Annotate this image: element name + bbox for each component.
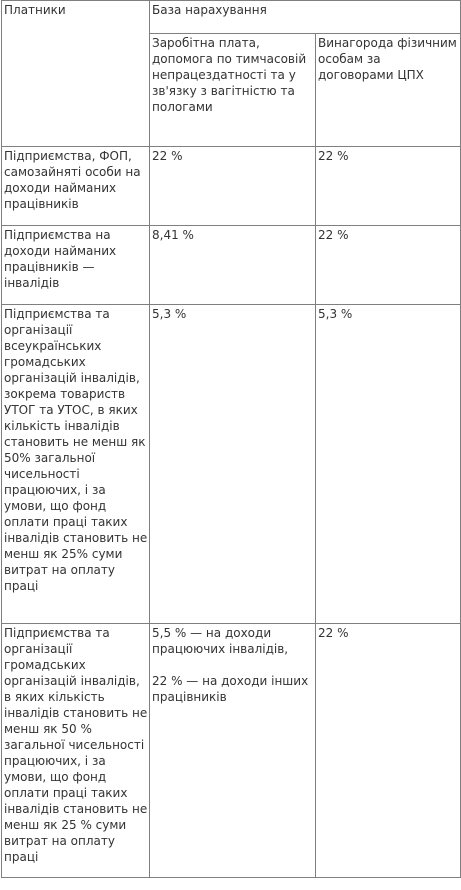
table-row [2, 226, 461, 305]
header-salary: Заробітна плата, допомога по тимчасовій непрацездатності та у зв'язку з вагітністю та пологами [150, 34, 316, 147]
row-contract-rate: 5,3 % [316, 305, 461, 624]
salary-rate-line-others: 22 % — на доходи інших працівників [152, 674, 309, 704]
contribution-rates-table [1, 0, 461, 878]
row-payer: Підприємства та організації громадських організацій інвалідів, в яких кількість інвалідів становить не менш як 50 % загальної чисельності працюючих, і за умови, що фонд оплати праці таких інвалідів становить не менш як 25 % суми витрат на оплату праці [2, 624, 150, 878]
table-row [2, 624, 461, 878]
paragraph-gap [152, 657, 314, 673]
row-salary-rate: 5,3 % [150, 305, 316, 624]
row-salary-rate: 8,41 % [150, 226, 316, 305]
header-base: База нарахування [150, 1, 461, 34]
row-payer: Підприємства та організації всеукраїнських громадських організацій інвалідів, зокрема товариств УТОГ та УТОС, в яких кількість інвалідів становить не менш як 50% загальної чисельності працюючих, і за умови, що фонд оплати праці таких інвалідів становить не менш як 25% суми витрат на оплату праці [2, 305, 150, 624]
row-salary-rate [150, 624, 316, 878]
row-payer: Підприємства на доходи найманих працівників — інвалідів [2, 226, 150, 305]
row-contract-rate: 22 % [316, 226, 461, 305]
salary-rate-line-disabled: 5,5 % — на доходи працюючих інвалідів, [152, 626, 289, 656]
header-contract: Винагорода фізичним особам за договорами ЦПХ [316, 34, 461, 147]
row-contract-rate: 22 % [316, 624, 461, 878]
row-salary-rate: 22 % [150, 147, 316, 226]
row-contract-rate: 22 % [316, 147, 461, 226]
table-row [2, 147, 461, 226]
table-row [2, 305, 461, 624]
table-header-row [2, 1, 461, 34]
header-payers: Платники [2, 1, 150, 147]
row-payer: Підприємства, ФОП, самозайняті особи на доходи найманих працівників [2, 147, 150, 226]
